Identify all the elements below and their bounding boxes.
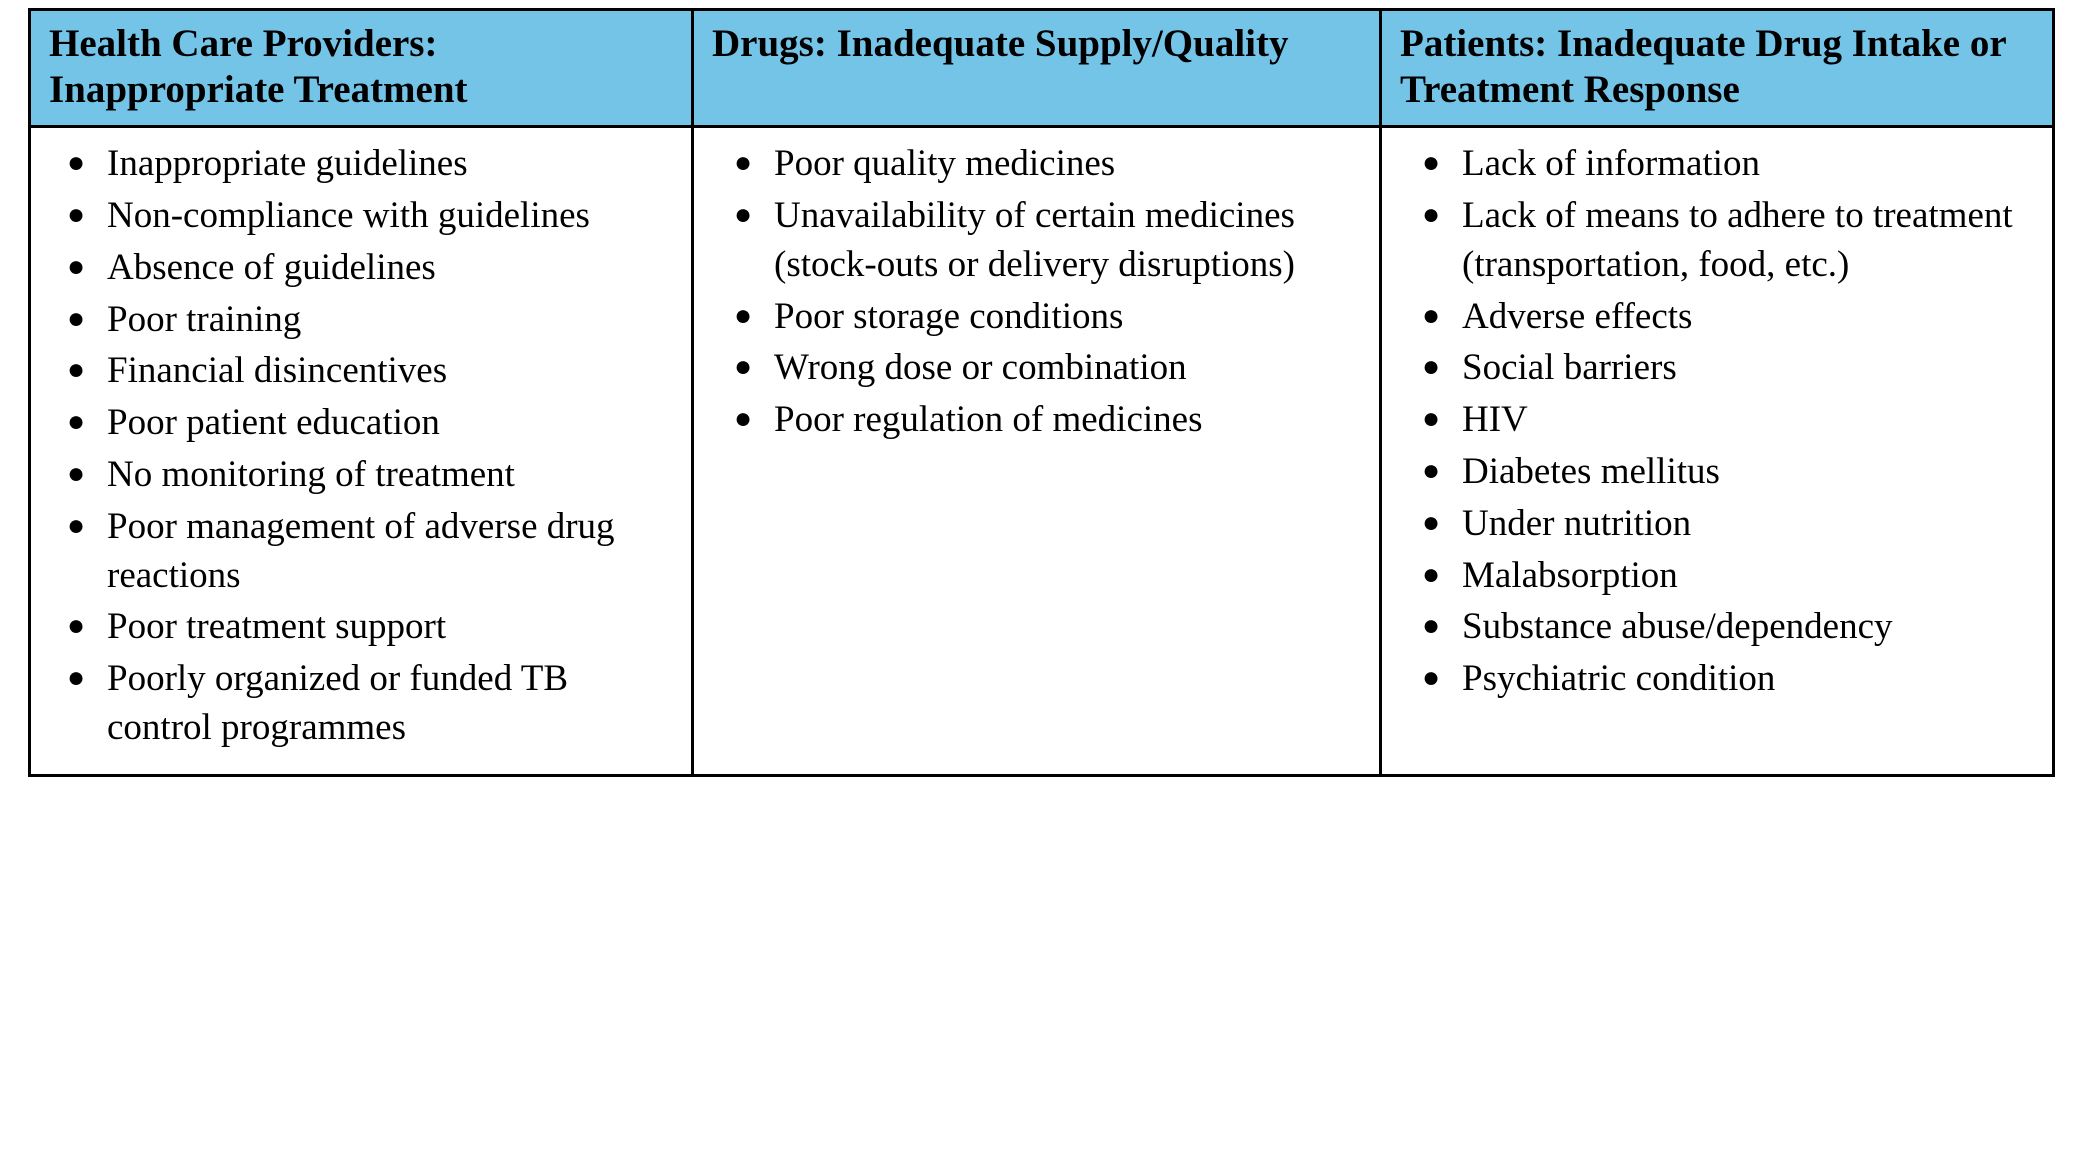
list-item [1396,140,2038,189]
list-item-label: Diabetes mellitus [1462,451,1720,492]
drugs-list [708,140,1365,445]
list-item [708,396,1365,445]
list-item-label: Malabsorption [1462,554,1678,596]
list-item-label: No monitoring of treatment [107,454,515,495]
list-item-label: Absence of guidelines [107,246,436,288]
table-header-row [30,10,2054,127]
list-item [45,399,677,448]
bullet-icon: ● [734,146,753,180]
bullet-icon: ● [734,402,753,436]
list-item-label: Social barriers [1462,347,1677,389]
table-row [30,127,2054,776]
bullet-icon: ● [1422,505,1441,539]
list-item-label: Wrong dose or combination [774,347,1187,389]
list-item [708,192,1365,290]
list-item [1396,603,2038,652]
list-item [1396,500,2038,549]
bullet-icon: ● [1422,146,1441,180]
bullet-icon: ● [734,298,753,332]
bullet-icon: ● [1422,350,1441,384]
bullet-icon: ● [67,661,86,695]
list-item-label: Poor quality medicines [774,143,1116,185]
list-item [708,140,1365,189]
list-item-label: Lack of means to adhere to treatment (transportation, food, etc.) [1462,194,2013,285]
list-item-label: Under nutrition [1462,502,1692,544]
list-item-label: Substance abuse/dependency [1462,606,1893,648]
list-item-label: Inappropriate guidelines [107,143,468,185]
providers-list [45,140,677,753]
bullet-icon: ● [734,197,753,231]
list-item-label: Poor patient education [107,402,440,444]
patients-list [1396,140,2038,704]
list-item [45,347,677,396]
bullet-icon: ● [1422,454,1441,487]
list-item-label: Poor treatment support [107,606,447,648]
list-item [45,655,677,753]
list-item-label: Poor management of adverse drug reactions [107,505,615,596]
list-item [1396,655,2038,704]
list-item-label: Lack of information [1462,143,1760,185]
bullet-icon: ● [67,353,86,387]
bullet-icon: ● [67,301,86,335]
list-item [45,192,677,241]
column-header-providers: Health Care Providers: Inappropriate Treatment [30,10,693,127]
bullet-icon: ● [1422,402,1441,436]
list-item-label: Poorly organized or funded TB control programmes [107,658,569,749]
list-item [45,503,677,601]
list-item-label: Adverse effects [1462,295,1693,337]
list-item [708,293,1365,342]
bullet-icon: ● [67,405,86,439]
bullet-icon: ● [67,609,86,643]
bullet-icon: ● [1422,557,1441,591]
bullet-icon: ● [1422,197,1441,231]
list-item-label: Psychiatric condition [1462,658,1776,700]
list-item-label: Unavailability of certain medicines (stock-outs or delivery disruptions) [774,194,1295,285]
list-item [45,140,677,189]
list-item [1396,192,2038,290]
bullet-icon: ● [67,508,86,542]
list-item-label: Poor regulation of medicines [774,399,1203,441]
bullet-icon: ● [734,350,753,384]
list-item-label: Non-compliance with guidelines [107,194,590,236]
factors-table [28,8,2055,777]
bullet-icon: ● [67,249,86,283]
table-header-row-group [30,10,2054,127]
list-item [1396,396,2038,445]
list-item-label: HIV [1462,399,1528,441]
list-item [45,451,677,500]
list-item [1396,552,2038,601]
list-item [1396,448,2038,497]
cell-providers-items [30,127,693,776]
list-item-label: Poor training [107,298,302,340]
bullet-icon: ● [1422,298,1441,332]
bullet-icon: ● [1422,609,1441,643]
list-item [1396,344,2038,393]
table-body [30,127,2054,776]
bullet-icon: ● [67,146,86,180]
list-item [1396,293,2038,342]
list-item-label: Financial disincentives [107,350,448,392]
cell-drugs-items [693,127,1381,776]
bullet-icon: ● [1422,661,1441,695]
column-header-patients: Patients: Inadequate Drug Intake or Treatment Response [1381,10,2054,127]
list-item [708,344,1365,393]
list-item [45,296,677,345]
bullet-icon: ● [67,197,86,231]
list-item [45,603,677,652]
cell-patients-items [1381,127,2054,776]
list-item-label: Poor storage conditions [774,295,1124,337]
column-header-drugs: Drugs: Inadequate Supply/Quality [693,10,1381,127]
list-item [45,244,677,293]
bullet-icon: ● [67,457,86,490]
